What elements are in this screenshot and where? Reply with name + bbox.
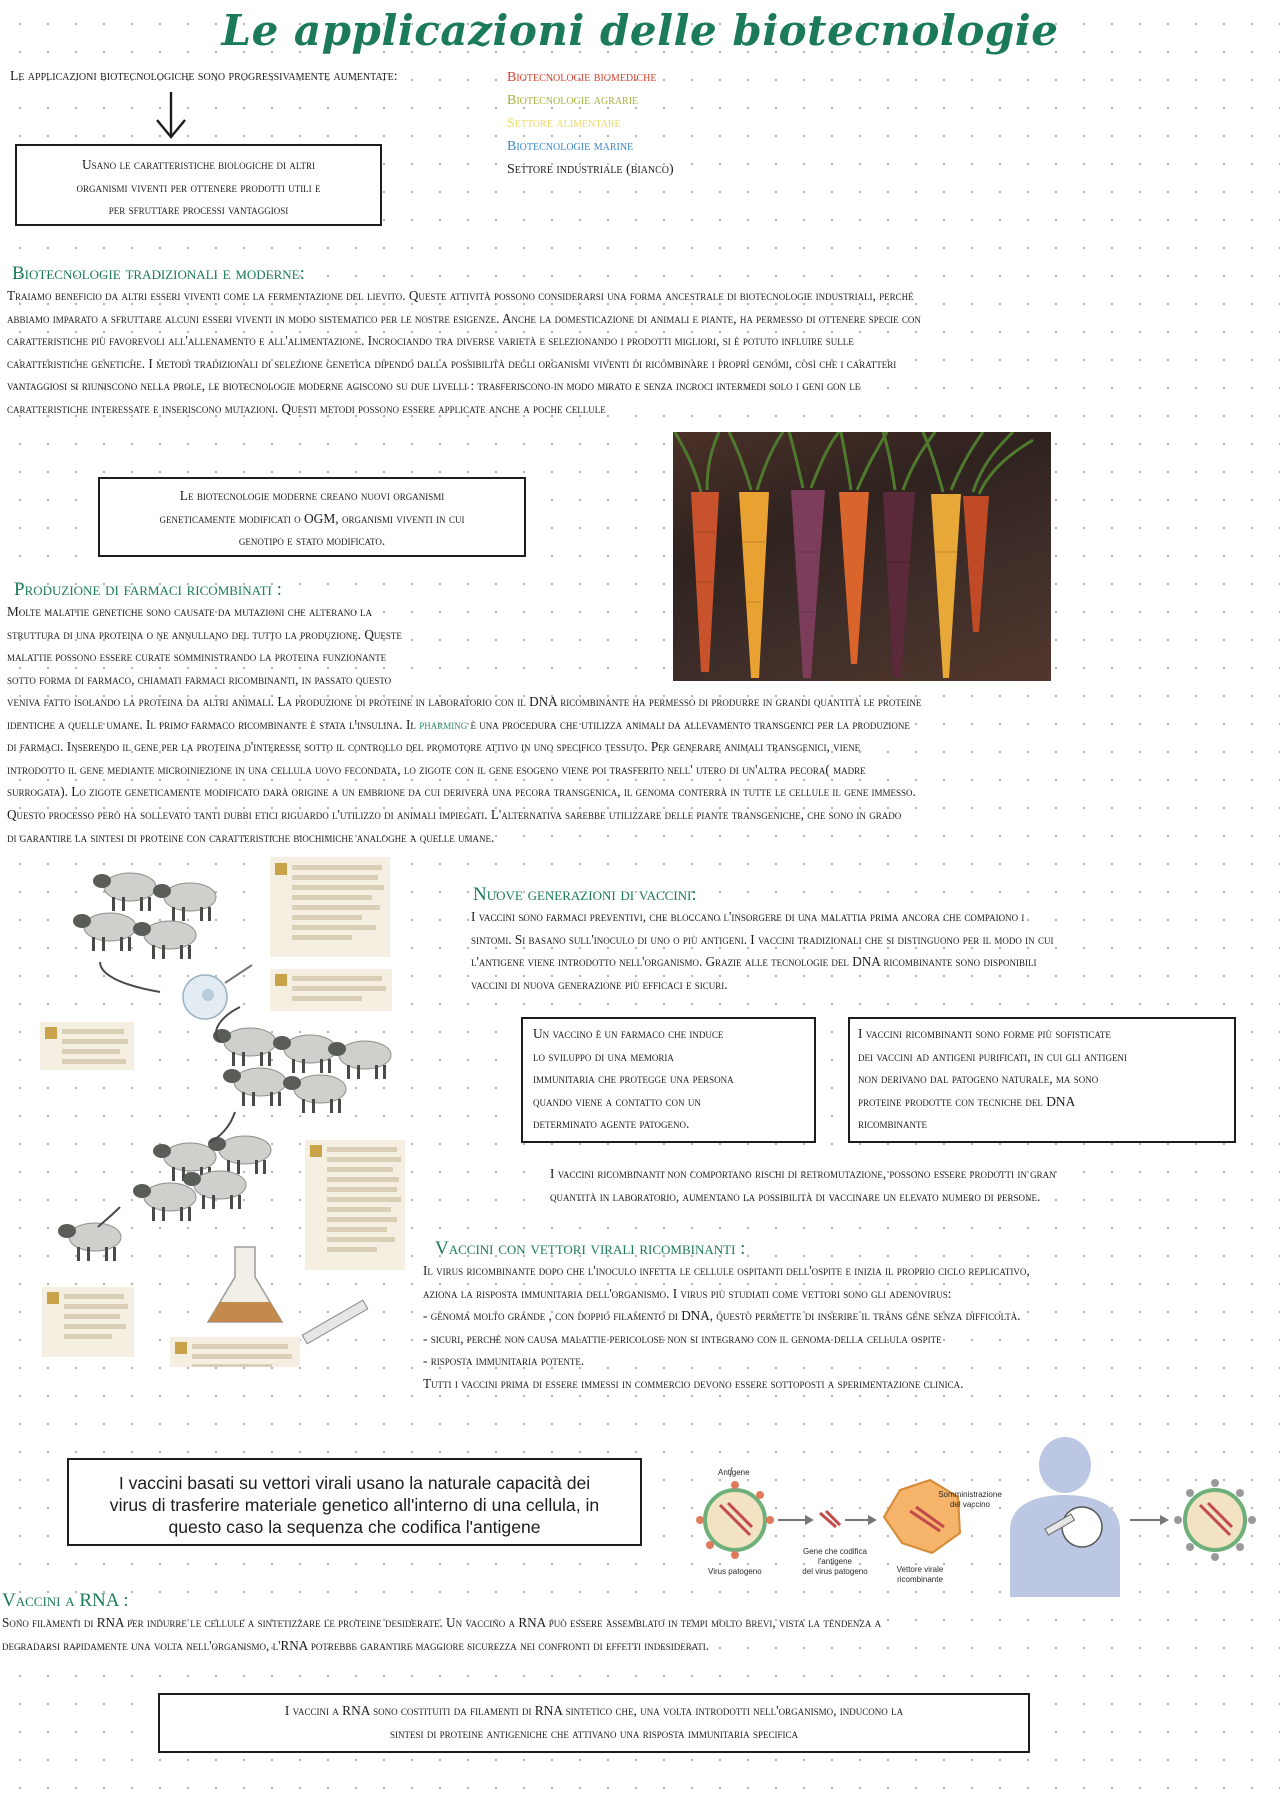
sector-list (507, 66, 674, 181)
human-silhouette-icon (1010, 1437, 1120, 1597)
sector-marine: Biotecnologie marine (507, 139, 634, 154)
heading-viral-vectors: Vaccini con vettori virali ricombinanti : (435, 1238, 746, 1259)
heading-drugs: Produzione di farmaci ricombinati : (14, 579, 282, 600)
heading-traditional: Biotecnologie tradizionali e moderne: (12, 263, 305, 284)
arrow-down-icon (152, 90, 190, 142)
label-vector: Vettore virale ricombinante (896, 1565, 944, 1584)
vaccine-definition-box: Un vaccino è un farmaco che induce lo sviluppo di una memoria immunitaria che protegge una persona quando viene a contatto con un determinato agente patogeno. (521, 1017, 816, 1143)
intro-box-line: organismi viventi per ottenere prodotti utili e (76, 179, 321, 195)
sheep-pharming-figure (20, 857, 435, 1367)
label-pathogen: Virus patogeno (708, 1567, 762, 1576)
sector-food: Settore alimentare (507, 116, 621, 131)
infected-cell-icon (1174, 1479, 1256, 1561)
label-admin: Somministrazione del vaccino (938, 1490, 1002, 1509)
sector-biomedical: Biotecnologie biomediche (507, 70, 657, 85)
vaccines-paragraph: I vaccini sono farmaci preventivi, che bloccano l'insorgere di una malattia prima ancora che compaiono i sintomi. Si basano sull'inoculo di uno o più antigeni. I vaccini tradizionali che si distinguono per il modo in cui l'antigene viene introdotto nell'organismo. Grazie alle tecnologie del DNA ricombinante sono disponibili vaccini di nuova generazione più efficaci e sicuri. (471, 909, 1054, 992)
viral-vectors-paragraph: Il virus ricombinante dopo che l'inoculo infetta le cellule ospitanti dell'ospite e inizia il proprio ciclo replicativo, aziona la risposta immunitaria dell'organismo. I virus più studiati come vettori sono gli adenovirus: - genoma molto grande , con doppio filamento di DNA, questo permette di inserire il trans gene senza difficoltà. - sicuri, perché non causa malattie pericolose non si integrano con il genoma della cellula ospite - risposta immunitaria potente. Tutti i vaccini prima di essere immessi in commercio devono essere sottoposti a sperimentazione clinica. (423, 1263, 1030, 1391)
recombinant-vaccine-box: I vaccini ricombinanti sono forme più sofisticate dei vaccini ad antigeni purificati, in cui gli antigeni non derivano dal patogeno naturale, ma sono proteine prodotte con tecniche del DNA ricombinante (848, 1017, 1236, 1143)
sector-industrial: Settore industriale (bianco) (507, 162, 674, 177)
drugs-paragraph-narrow: Molte malattie genetiche sono causate da mutazioni che alterano la struttura di una proteina o ne annullano del tutto la produzione. Queste malattie possono essere curate somministrando la proteina funzionante sotto forma di farmaco, chiamati farmaci ricombinanti, in passato questo (7, 604, 402, 687)
intro-box-line: per sfruttare processi vantaggiosi (108, 202, 289, 218)
traditional-paragraph: Traiamo beneficio da altri esseri viventi come la fermentazione del lievito. Queste attività possono considerarsi una forma ancestrale di biotecnologie industriali, perché abbiamo imparato a sfruttare alcuni esseri viventi in modo sistematico per le nostre esigenze. Anche la domesticazione di animali e piante, ha permesso di ottenere specie con caratteristiche più favorevoli all'allenamento e all'alimentazione. Incrociando tra diverse varietà e selezionando i prodotti migliori, si è potuto influire sulle caratteristiche genetiche. I metodi tradizionali di selezione genetica dipendo dalla possibilità degli organismi viventi di ricombinare i propri genomi, così che i caratteri vantaggiosi si riuniscono nella prole, le biotecnologie moderne agiscono su due livelli : trasferiscono in modo mirato e senza incroci intermedi solo i geni con le caratteristiche interessate e inseriscono mutazioni. Questi metodi possono essere applicate anche a poche cellule (7, 288, 921, 416)
viral-vector-box: I vaccini basati su vettori virali usano la naturale capacità dei virus di trasferire materiale genetico all'interno di una cellula, in questo caso la sequenza che codifica l'antigene (67, 1458, 642, 1546)
pharming-term: pharming (419, 716, 468, 732)
heading-vaccines: Nuove generazioni di vaccini: (473, 884, 697, 905)
gmo-box: Le biotecnologie moderne creano nuovi organismi geneticamente modificati o OGM, organismi viventi in cui genotipo e stato modificato. (98, 477, 526, 557)
label-gene: Gene che codifica l'antigene del virus patogeno (802, 1547, 868, 1576)
intro-box (15, 144, 382, 226)
gene-icon (820, 1511, 840, 1527)
viral-vector-diagram (690, 1435, 1275, 1597)
vaccines-note: I vaccini ricombinanti non comportano rischi di retromutazione, possono essere prodotti in gran quantità in laboratorio, aumentano la possibilità di vaccinare un elevato numero di persone. (550, 1166, 1056, 1204)
carrots-photo (673, 432, 1051, 681)
heading-rna: Vaccini a RNA : (2, 1590, 129, 1611)
drugs-paragraph-wide: veniva fatto isolando la proteina da altri animali. La produzione di proteine in laboratorio con il DNA ricombinante ha permesso di produrre in grandi quantità le proteine identiche a quelle umane. Il primo farmaco ricombinante è stata l'insulina. Il pharming è una procedura che utilizza animali da allevamento transgenici per la produzione di farmaci. Inserendo il gene per la proteina d'interesse sotto il controllo del promotore attivo in uno specifico tessuto. Per generare animali transgenici, viene introdotto il gene mediante microiniezione in una cellula uovo fecondata, lo zigote con il gene esogeno viene poi trasferito nell' utero di un'altra pecora( madre surrogata). Lo zigote geneticamente modificato darà origine a un embrione da cui deriverà una pecora transgenica, il genoma conterrà in tutte le cellule il gene immesso. Questo processo però ha sollevato tanti dubbi etici riguardo l'utilizzo di animali impiegati. L'alternativa sarebbe utilizzare delle piante transgeniche, che sono in grado di garantire la sintesi di proteine con caratteristiche biochimiche analoghe a quelle umane. (7, 694, 922, 845)
sector-agrarian: Biotecnologie agrarie (507, 93, 639, 108)
intro-box-line: Usano le caratteristiche biologiche di altri (81, 157, 316, 172)
rna-paragraph: Sono filamenti di RNA per indurre le cellule a sintetizzare le proteine desiderate. Un vaccino a RNA può essere assemblato in tempi molto brevi, vista la tendenza a degradarsi rapidamente una volta nell'organismo, l'RNA potrebbe garantire maggiore sicurezza nei confronti di effetti indesiderati. (2, 1615, 882, 1653)
page-title: Le applicazioni delle biotecnologie (221, 6, 1059, 55)
rna-box: I vaccini a RNA sono costituiti da filamenti di RNA sintetico che, una volta introdotti nell'organismo, inducono la sintesi di proteine antigeniche che attivano una risposta immunitaria specifica (158, 1693, 1030, 1753)
label-antigen: Antigene (718, 1468, 750, 1477)
pathogen-virus-icon (696, 1481, 774, 1559)
intro-line: Le applicazioni biotecnologiche sono progressivamente aumentate: (10, 68, 398, 83)
